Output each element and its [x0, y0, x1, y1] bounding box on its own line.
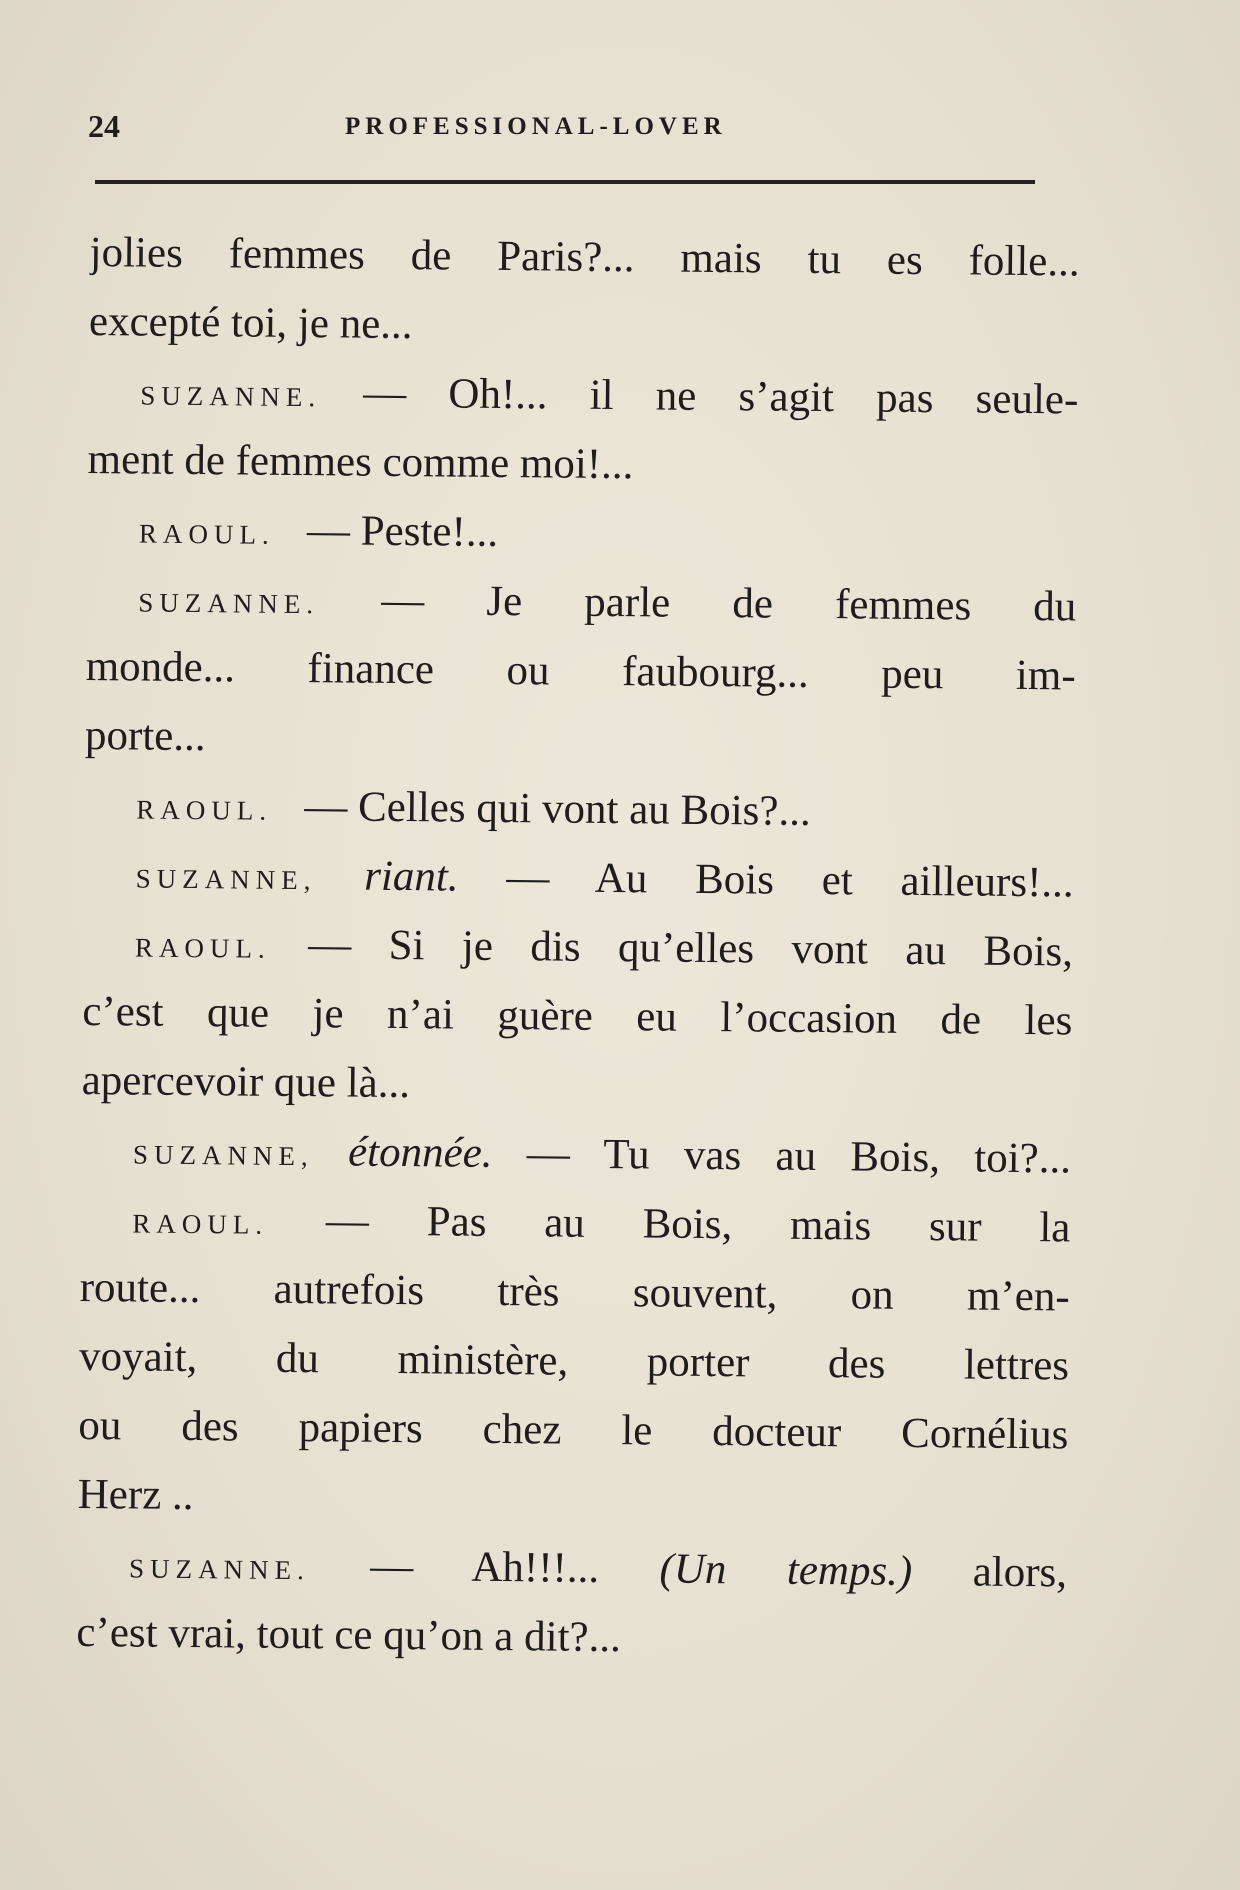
text-line [79, 1322, 1070, 1401]
line-text: c’est que je n’ai guère eu l’occasion de les [82, 987, 1073, 1045]
speaker-name: SUZANNE. [140, 380, 322, 413]
dialogue-line [86, 563, 1077, 641]
text-line [87, 425, 1078, 504]
stage-direction: (Un temps.) [659, 1545, 913, 1595]
dialogue-line [84, 770, 1075, 849]
speaker-name: SUZANNE, [132, 1139, 314, 1172]
line-text: ou des papiers chez le docteur Cornélius [78, 1401, 1069, 1459]
text-line [82, 977, 1073, 1055]
running-title: PROFESSIONAL-LOVER [345, 113, 727, 140]
speaker-name: RAOUL. [138, 518, 275, 550]
speaker-name: RAOUL. [136, 794, 273, 826]
text-line [89, 218, 1080, 297]
speaker-name: SUZANNE, [135, 863, 317, 896]
dialogue-line [77, 1529, 1068, 1608]
line-text: voyait, du ministère, porter des lettres [78, 1332, 1070, 1390]
dialogue-line [83, 908, 1074, 987]
text-line [85, 632, 1076, 711]
speaker-name: RAOUL. [134, 932, 271, 964]
dialogue-line [87, 494, 1078, 573]
speaker-name: SUZANNE. [138, 587, 320, 620]
line-text: porte... [84, 711, 206, 761]
text-line [79, 1253, 1070, 1332]
dialogue-line [80, 1184, 1071, 1263]
line-text: — Ah!!!... [370, 1542, 600, 1592]
dialogue-text [76, 218, 1080, 1676]
line-text: — Celles qui vont au Bois?... [304, 783, 811, 835]
line-text: excepté toi, je ne... [88, 297, 413, 349]
line-text: ment de femmes comme moi!... [87, 435, 634, 489]
speaker-name: SUZANNE. [128, 1553, 310, 1586]
line-text: Herz .. [77, 1470, 194, 1520]
line-text: monde... finance ou faubourg... peu im- [85, 642, 1076, 700]
line-text: — Au Bois et ailleurs!... [506, 854, 1074, 907]
text-line [76, 1598, 1067, 1677]
line-text: — Je parle de femmes du [381, 576, 1077, 631]
line-text: — Oh!... il ne s’agit pas seule- [363, 369, 1079, 424]
stage-direction: riant. [364, 852, 459, 901]
stage-direction: étonnée. [347, 1128, 493, 1177]
text-line [77, 1460, 1068, 1539]
header-rule [95, 180, 1035, 184]
line-text: route... autrefois très souvent, on m’en- [79, 1263, 1070, 1321]
page-number: 24 [88, 108, 120, 144]
dialogue-line [81, 1115, 1072, 1194]
text-line [78, 1391, 1069, 1470]
line-text: — Peste!... [306, 507, 499, 556]
line-text: c’est vrai, tout ce qu’on a dit?... [76, 1608, 622, 1662]
line-text: apercevoir que là... [81, 1056, 411, 1108]
line-text: — Pas au Bois, mais sur la [325, 1197, 1071, 1252]
line-text: jolies femmes de Paris?... mais tu es folle... [89, 228, 1080, 286]
speaker-name: RAOUL. [132, 1208, 269, 1240]
line-text: alors, [972, 1548, 1068, 1597]
line-text: — Tu vas au Bois, toi?... [526, 1130, 1072, 1183]
line-text: — Si je dis qu’elles vont au Bois, [307, 921, 1074, 976]
text-line [81, 1046, 1072, 1125]
dialogue-line [88, 356, 1079, 434]
text-line [89, 287, 1080, 366]
dialogue-line [83, 839, 1074, 918]
text-line [85, 701, 1076, 780]
